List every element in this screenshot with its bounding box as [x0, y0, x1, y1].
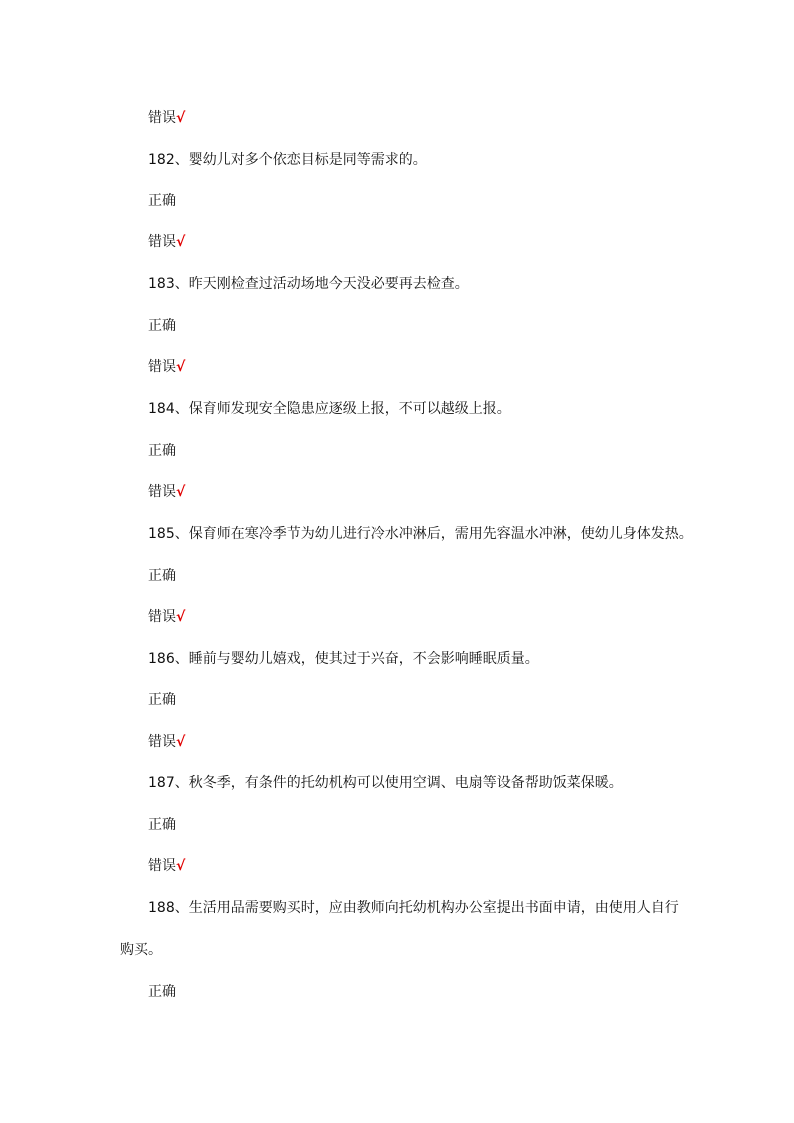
check-mark: √ — [176, 858, 186, 874]
answer-wrong — [148, 856, 185, 876]
answer-label: 错误 — [148, 484, 176, 500]
check-mark: √ — [176, 359, 186, 375]
answer-label: 错误 — [148, 858, 176, 874]
answer-correct: 正确 — [148, 443, 176, 459]
check-mark: √ — [176, 484, 186, 500]
answer-correct: 正确 — [148, 318, 176, 334]
answer-wrong — [148, 357, 185, 377]
check-mark: √ — [176, 234, 186, 250]
answer-correct: 正确 — [148, 193, 176, 209]
question-185: 185、保育师在寒冷季节为幼儿进行冷水冲淋后，需用先容温水冲淋，使幼儿身体发热。 — [148, 526, 693, 542]
question-183: 183、昨天刚检查过活动场地今天没必要再去检查。 — [148, 276, 469, 292]
question-188: 188、生活用品需要购买时，应由教师向托幼机构办公室提出书面申请，由使用人自行 — [148, 900, 679, 916]
question-182: 182、婴幼儿对多个依恋目标是同等需求的。 — [148, 152, 427, 168]
answer-correct: 正确 — [148, 817, 176, 833]
check-mark: √ — [176, 110, 186, 126]
question-184: 184、保育师发现安全隐患应逐级上报，不可以越级上报。 — [148, 401, 511, 417]
question-187: 187、秋冬季，有条件的托幼机构可以使用空调、电扇等设备帮助饭菜保暖。 — [148, 775, 623, 791]
answer-wrong — [148, 482, 185, 502]
answer-label: 错误 — [148, 234, 176, 250]
answer-label: 错误 — [148, 359, 176, 375]
answer-wrong — [148, 732, 185, 752]
answer-label: 错误 — [148, 609, 176, 625]
answer-correct: 正确 — [148, 568, 176, 584]
question-188-continuation: 购买。 — [120, 942, 162, 958]
answer-wrong — [148, 607, 185, 627]
answer-correct: 正确 — [148, 692, 176, 708]
answer-wrong — [148, 108, 185, 128]
check-mark: √ — [176, 734, 186, 750]
answer-correct: 正确 — [148, 984, 176, 1000]
check-mark: √ — [176, 609, 186, 625]
answer-wrong — [148, 232, 185, 252]
answer-label: 错误 — [148, 110, 176, 126]
answer-label: 错误 — [148, 734, 176, 750]
question-186: 186、睡前与婴幼儿嬉戏，使其过于兴奋，不会影响睡眠质量。 — [148, 651, 539, 667]
